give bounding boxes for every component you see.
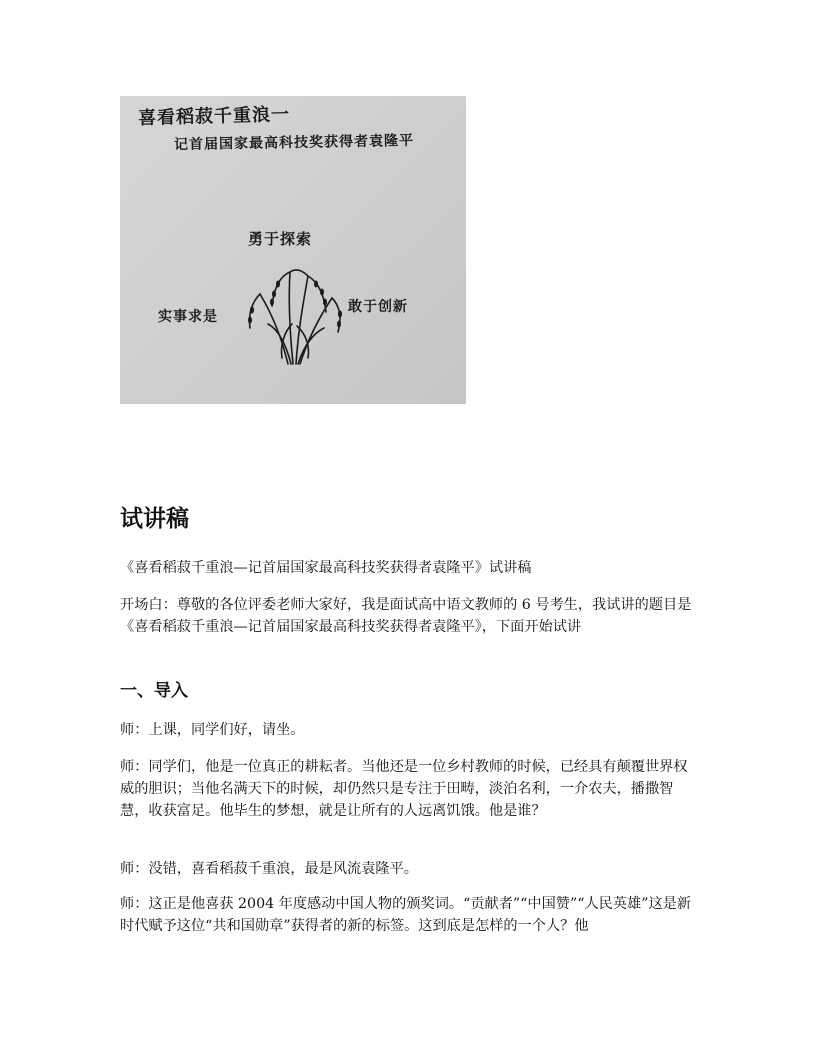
page-title: 试讲稿 bbox=[120, 506, 189, 532]
paragraph-riddle: 师：同学们，他是一位真正的耕耘者。当他还是一位乡村教师的时候，已经具有颠覆世界权威的胆识；当他名满天下的时候，却仍然只是专注于田畴，淡泊名利，一介农夫，播撒智慧，收获富足。他毕生的梦想，就是让所有的人远离饥饿。他是谁？ bbox=[120, 759, 688, 819]
opening-paragraph: 开场白：尊敬的各位评委老师大家好，我是面试高中语文教师的 6 号考生，我试讲的题目是《喜看稻菽千重浪—记首届国家最高科技奖获得者袁隆平》，下面开始试讲 bbox=[120, 597, 692, 635]
section-heading-intro: 一、导入 bbox=[120, 681, 188, 701]
handwritten-board-image bbox=[120, 96, 466, 404]
paragraph-answer: 师：没错，喜看稻菽千重浪，最是风流袁隆平。 bbox=[120, 861, 418, 877]
board-label-right: 敢于创新 bbox=[348, 299, 408, 315]
board-label-left: 实事求是 bbox=[158, 309, 218, 325]
board-title: 喜看稻菽千重浪一 bbox=[137, 104, 291, 129]
rice-plant-icon bbox=[238, 254, 348, 366]
paragraph-greeting: 师：上课，同学们好，请坐。 bbox=[120, 722, 305, 738]
paragraph-award: 师：这正是他喜获 2004 年度感动中国人物的颁奖词。“贡献者”“中国赞”“人民英雄”这是新时代赋予这位“共和国勋章”获得者的新的标签。这到底是怎样的一个人？他 bbox=[120, 896, 692, 934]
board-subtitle: 记首届国家最高科技奖获得者袁隆平 bbox=[173, 132, 415, 154]
lecture-title-paragraph: 《喜看稻菽千重浪—记首届国家最高科技奖获得者袁隆平》试讲稿 bbox=[120, 560, 532, 576]
board-label-top: 勇于探索 bbox=[248, 230, 313, 248]
